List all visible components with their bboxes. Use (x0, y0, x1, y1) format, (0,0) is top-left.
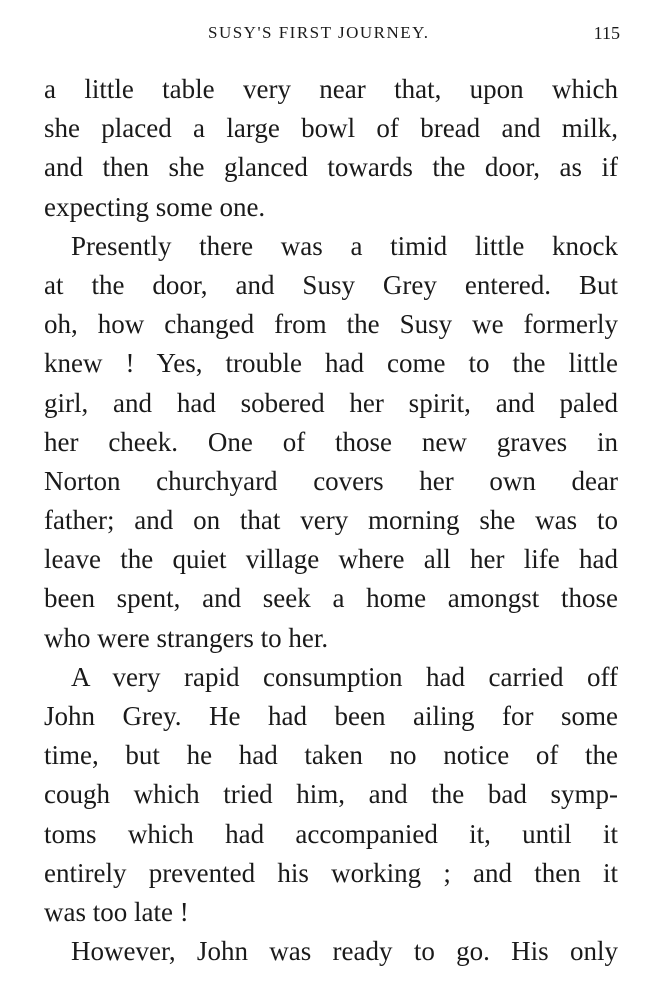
text-line: was too late ! (44, 896, 189, 927)
text-line: her cheek. One of those new graves in (44, 426, 618, 457)
text-line: Norton churchyard covers her own dear (44, 465, 618, 496)
paragraph-first-line: However, John was ready to go. His only (71, 936, 618, 967)
paragraph-first-line: Presently there was a timid little knock (71, 230, 618, 261)
text-line: at the door, and Susy Grey entered. But (44, 269, 618, 300)
text-line: and then she glanced towards the door, as if (44, 152, 618, 183)
text-line: girl, and had sobered her spirit, and paled (44, 387, 618, 418)
running-title: SUSY'S FIRST JOURNEY. (208, 23, 430, 42)
text-line: toms which had accompanied it, until it (44, 818, 618, 849)
text-line: been spent, and seek a home amongst those (44, 583, 618, 614)
text-line: she placed a large bowl of bread and milk, (44, 113, 618, 144)
text-line: knew ! Yes, trouble had come to the little (44, 348, 618, 379)
text-line: a little table very near that, upon which (44, 74, 618, 104)
text-line: expecting some one. (44, 191, 266, 222)
body-text (44, 70, 618, 971)
text-line: time, but he had taken no notice of the (44, 740, 618, 771)
text-line: leave the quiet village where all her life had (44, 544, 618, 575)
text-line: father; and on that very morning she was to (44, 505, 618, 536)
text-line: John Grey. He had been ailing for some (44, 701, 618, 731)
text-line: oh, how changed from the Susy we formerly (44, 309, 618, 340)
paragraph-first-line: A very rapid consumption had carried off (71, 661, 618, 692)
running-head (0, 18, 667, 48)
page-number: 115 (593, 23, 620, 43)
text-line: cough which tried him, and the bad symp- (44, 779, 618, 810)
text-line: entirely prevented his working ; and then it (44, 857, 618, 888)
text-line: who were strangers to her. (44, 622, 329, 653)
